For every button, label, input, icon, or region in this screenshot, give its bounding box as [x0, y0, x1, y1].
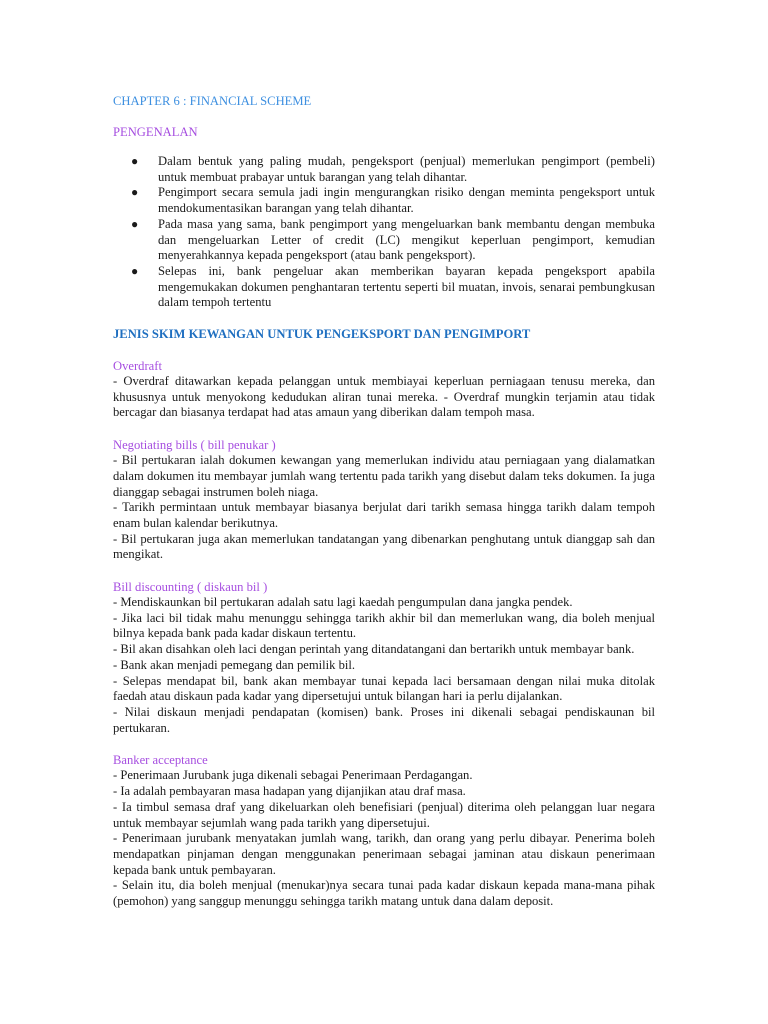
banker-acceptance-paragraph: - Penerimaan Jurubank juga dikenali sebagai Penerimaan Perdagangan. — [113, 768, 473, 783]
intro-bullet-item — [113, 185, 655, 216]
overdraft-heading: Overdraft — [113, 359, 162, 374]
banker-acceptance-paragraph: - Ia timbul semasa draf yang dikeluarkan oleh benefisiari (penjual) diterima oleh pelanggan luar negara untuk membayar sejumlah wang pada tarikh yang dipersetujui. — [113, 799, 655, 830]
bullet-text: Dalam bentuk yang paling mudah, pengeksport (penjual) memerlukan pengimport (pembeli) untuk membuat prabayar untuk barangan yang telah dihantar. — [158, 154, 655, 184]
banker-acceptance-section — [113, 752, 655, 909]
banker-acceptance-paragraph: - Penerimaan jurubank menyatakan jumlah wang, tarikh, dan orang yang perlu dibayar. Penerima boleh mendapatkan pinjaman dengan menggunakan penerimaan sebagai jaminan atau diskaun penerimaan kepada bank untuk pembayaran. — [113, 831, 655, 877]
intro-bullet-item — [113, 217, 655, 264]
bullet-icon: ● — [131, 185, 139, 200]
bullet-icon: ● — [131, 216, 139, 231]
negotiating-bills-paragraph: - Tarikh permintaan untuk membayar biasanya berjulat dari tarikh semasa hingga tarikh dalam tempoh enam bulan kalendar berikutnya. — [113, 500, 655, 530]
bill-discounting-paragraph: - Bil akan disahkan oleh laci dengan perintah yang ditandatangani dan bertarikh untuk membayar bank. — [113, 642, 635, 657]
intro-heading: PENGENALAN — [113, 125, 198, 139]
bullet-text: Pengimport secara semula jadi ingin mengurangkan risiko dengan meminta pengeksport untuk mendokumentasikan barangan yang telah dihantar. — [158, 185, 655, 216]
intro-bullet-list — [113, 154, 655, 311]
bullet-icon: ● — [131, 263, 139, 278]
intro-bullet-item — [113, 264, 655, 311]
bill-discounting-section — [113, 579, 655, 736]
overdraft-paragraph: - Overdraf ditawarkan kepada pelanggan untuk membiayai keperluan perniagaan tenusu mereka, dan khususnya untuk menyokong kedudukan aliran tunai mereka. - Overdraf mungkin terjamin atau tidak bercagar dan biasanya terdapat had atas amaun yang diberikan dalam tempoh masa. — [113, 374, 655, 420]
overdraft-section — [113, 358, 655, 421]
bill-discounting-heading: Bill discounting ( diskaun bil ) — [113, 580, 268, 595]
bullet-text: Pada masa yang sama, bank pengimport yang mengeluarkan bank membantu dengan membuka dan mengeluarkan Letter of credit (LC) mengikut keperluan pengimport, kemudian menyerahkannya kepada pengeksport (atau bank pengeksport). — [158, 216, 655, 263]
bullet-text: Selepas ini, bank pengeluar akan memberikan bayaran kepada pengeksport apabila mengemukakan dokumen penghantaran tertentu seperti bil muatan, invois, senarai pembungkusan dalam tempoh tertentu — [158, 263, 655, 310]
section-title: JENIS SKIM KEWANGAN UNTUK PENGEKSPORT DAN PENGIMPORT — [113, 327, 531, 342]
bill-discounting-paragraph: - Nilai diskaun menjadi pendapatan (komisen) bank. Proses ini dikenali sebagai pendiskaunan bil pertukaran. — [113, 704, 655, 735]
chapter-title: CHAPTER 6 : FINANCIAL SCHEME — [113, 94, 312, 108]
banker-acceptance-paragraph: - Ia adalah pembayaran masa hadapan yang dijanjikan atau draf masa. — [113, 784, 466, 799]
negotiating-bills-heading: Negotiating bills ( bill penukar ) — [113, 438, 276, 453]
negotiating-bills-section — [113, 437, 655, 563]
bill-discounting-paragraph: - Jika laci bil tidak mahu menunggu sehingga tarikh akhir bil dan memerlukan wang, dia boleh menjual bilnya kepada bank pada kadar diskaun tertentu. — [113, 610, 655, 641]
banker-acceptance-paragraph: - Selain itu, dia boleh menjual (menukar)nya secara tunai pada kadar diskaun kepada mana-mana pihak (pemohon) yang sanggup menunggu sehingga tarikh matang untuk dana dalam deposit. — [113, 878, 655, 909]
document-page — [113, 93, 655, 926]
bill-discounting-paragraph: - Mendiskaunkan bil pertukaran adalah satu lagi kaedah pengumpulan dana jangka pendek. — [113, 595, 573, 610]
negotiating-bills-paragraph: - Bil pertukaran ialah dokumen kewangan yang memerlukan individu atau perniagaan yang dialamatkan dalam dokumen itu membayar jumlah wang tertentu pada tarikh yang disebut dalam teks dokumen. Ia juga dianggap sebagai instrumen boleh niaga. — [113, 453, 655, 499]
intro-bullet-item — [113, 154, 655, 185]
bill-discounting-paragraph: - Selepas mendapat bil, bank akan membayar tunai kepada laci bersamaan dengan nilai muka ditolak faedah atau diskaun pada kadar yang dipersetujui untuk bilangan hari ia perlu dijalankan. — [113, 673, 655, 704]
bill-discounting-paragraph: - Bank akan menjadi pemegang dan pemilik bil. — [113, 657, 356, 672]
banker-acceptance-heading: Banker acceptance — [113, 753, 208, 768]
negotiating-bills-paragraph: - Bil pertukaran juga akan memerlukan tandatangan yang dibenarkan penghutang untuk dianggap sah dan mengikat. — [113, 531, 655, 562]
bullet-icon: ● — [131, 154, 139, 168]
